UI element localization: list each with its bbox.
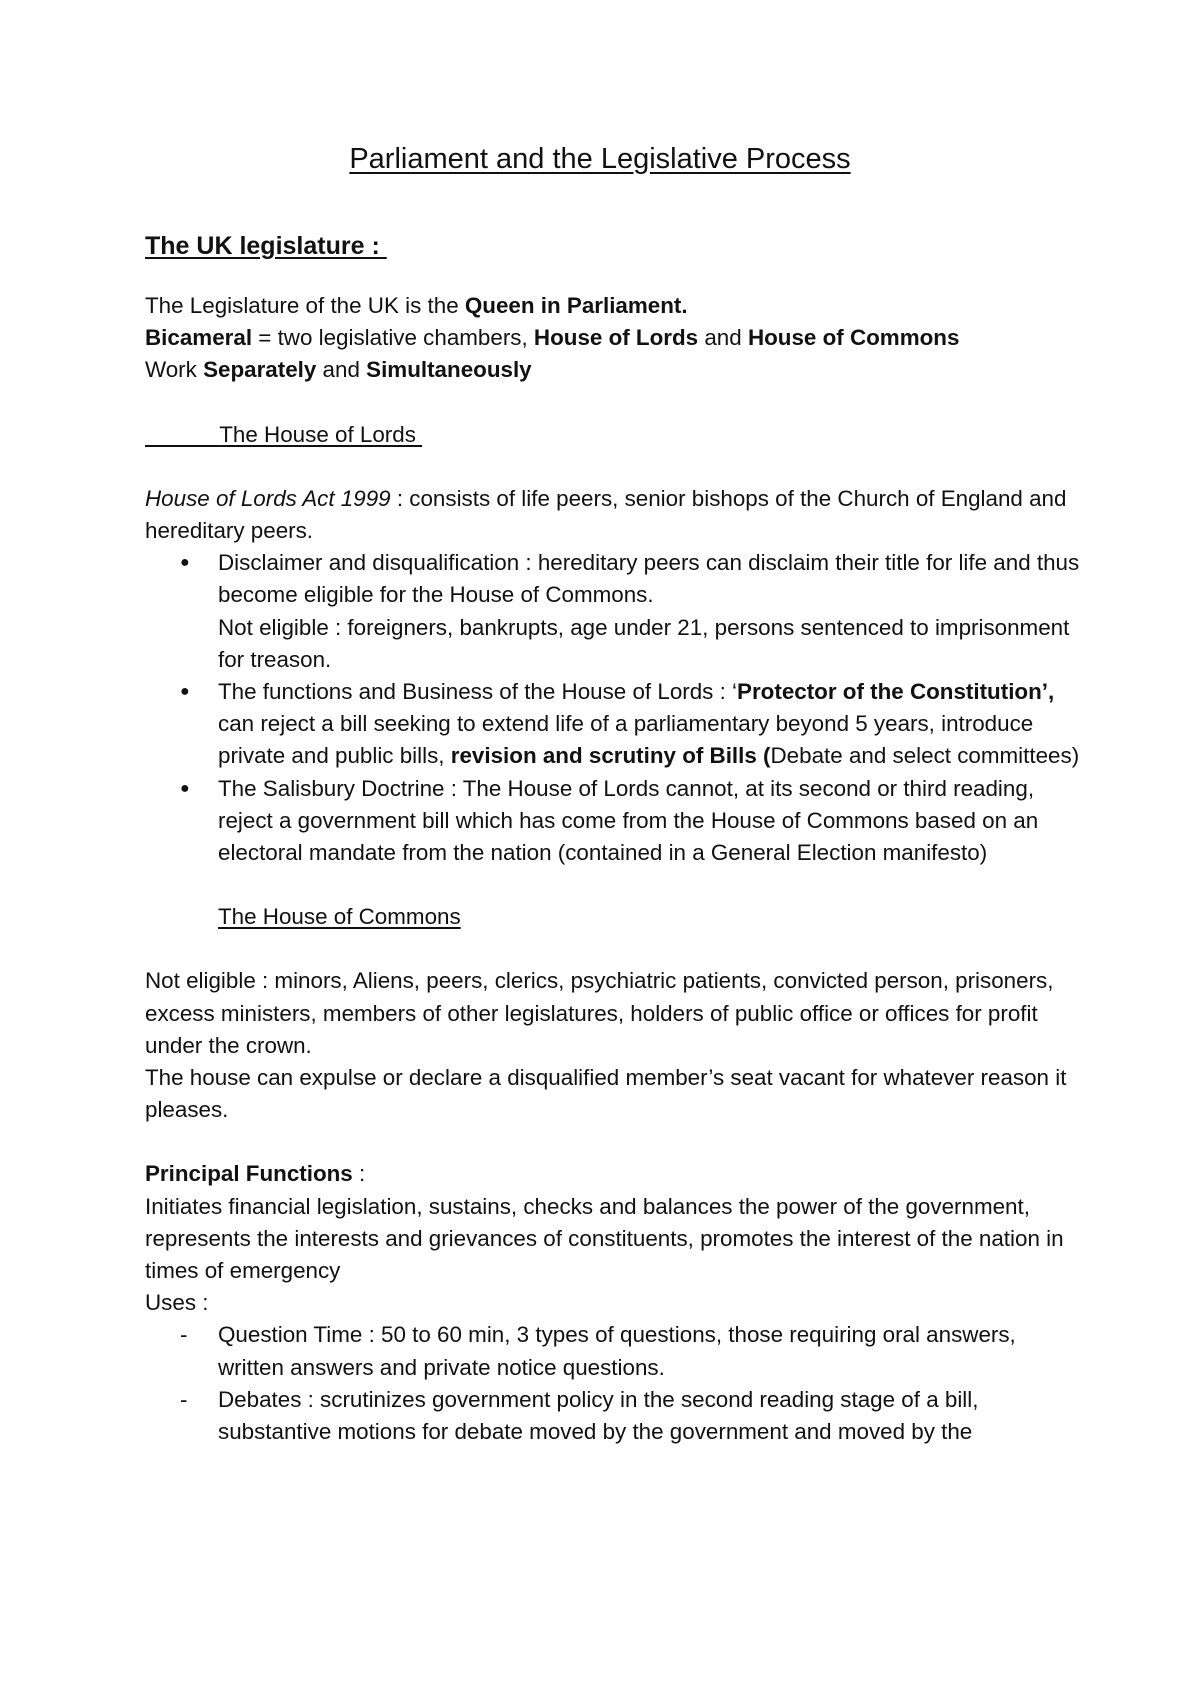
paragraph-bicameral: Bicameral = two legislative chambers, House of Lords and House of Commons [145,325,960,351]
paragraph-work: Work Separately and Simultaneously [145,357,532,383]
list-item: ● The functions and Business of the House of Lords : ‘Protector of the Constitution’, can reject a bill seeking to extend life of a parliamentary beyond 5 years, introduce private and public bills, revision and scrutiny of Bills (Debate and select committees) [218,676,1080,773]
list-item: ● The Salisbury Doctrine : The House of Lords cannot, at its second or third reading, reject a government bill which has come from the House of Commons based on an electoral mandate from the nation (contained in a General Election manifesto) [218,773,1080,870]
paragraph-commons-not-eligible: Not eligible : minors, Aliens, peers, clerics, psychiatric patients, convicted person, prisoners, excess ministers, members of other legislatures, holders of public office or offices for profit under the crown. [145,968,1054,1058]
list-item: - Question Time : 50 to 60 min, 3 types of questions, those requiring oral answers, written answers and private notice questions. [218,1319,1080,1383]
paragraph-commons-expulse: The house can expulse or declare a disqualified member’s seat vacant for whatever reason it pleases. [145,1065,1067,1123]
uses-dash-list [145,1319,1080,1448]
subheading-principal-functions: Principal Functions : [145,1161,366,1187]
subheading-house-of-commons: The House of Commons [218,904,461,930]
subheading-house-of-lords: The House of Lords [219,421,423,447]
bullet-icon: ● [180,779,190,797]
list-item: - Debates : scrutinizes government policy in the second reading stage of a bill, substantive motions for debate moved by the government and moved by the [218,1384,1080,1448]
paragraph-uses: Uses : [145,1290,209,1316]
paragraph-legislature-intro: The Legislature of the UK is the Queen in Parliament. [145,293,688,318]
dash-icon: - [180,1386,188,1412]
document-body [145,228,1080,1448]
dash-icon: - [180,1322,188,1348]
section-heading-uk-legislature: The UK legislature : [145,232,387,260]
bullet-icon: ● [180,683,190,701]
paragraph-lords-act: House of Lords Act 1999 : consists of life peers, senior bishops of the Church of England and hereditary peers. [145,485,1067,544]
bullet-icon: ● [180,554,190,572]
list-item: ● Disclaimer and disqualification : hereditary peers can disclaim their title for life and thus become eligible for the House of Commons. Not eligible : foreigners, bankrupts, age under 21, persons sentenced to imprisonment for treason. [218,547,1080,676]
paragraph-functions: Initiates financial legislation, sustains, checks and balances the power of the government, represents the interests and grievances of constituents, promotes the interest of the nation in times of emergency [145,1193,1064,1284]
lords-bullet-list [145,547,1080,869]
document-title: Parliament and the Legislative Process [349,143,851,175]
